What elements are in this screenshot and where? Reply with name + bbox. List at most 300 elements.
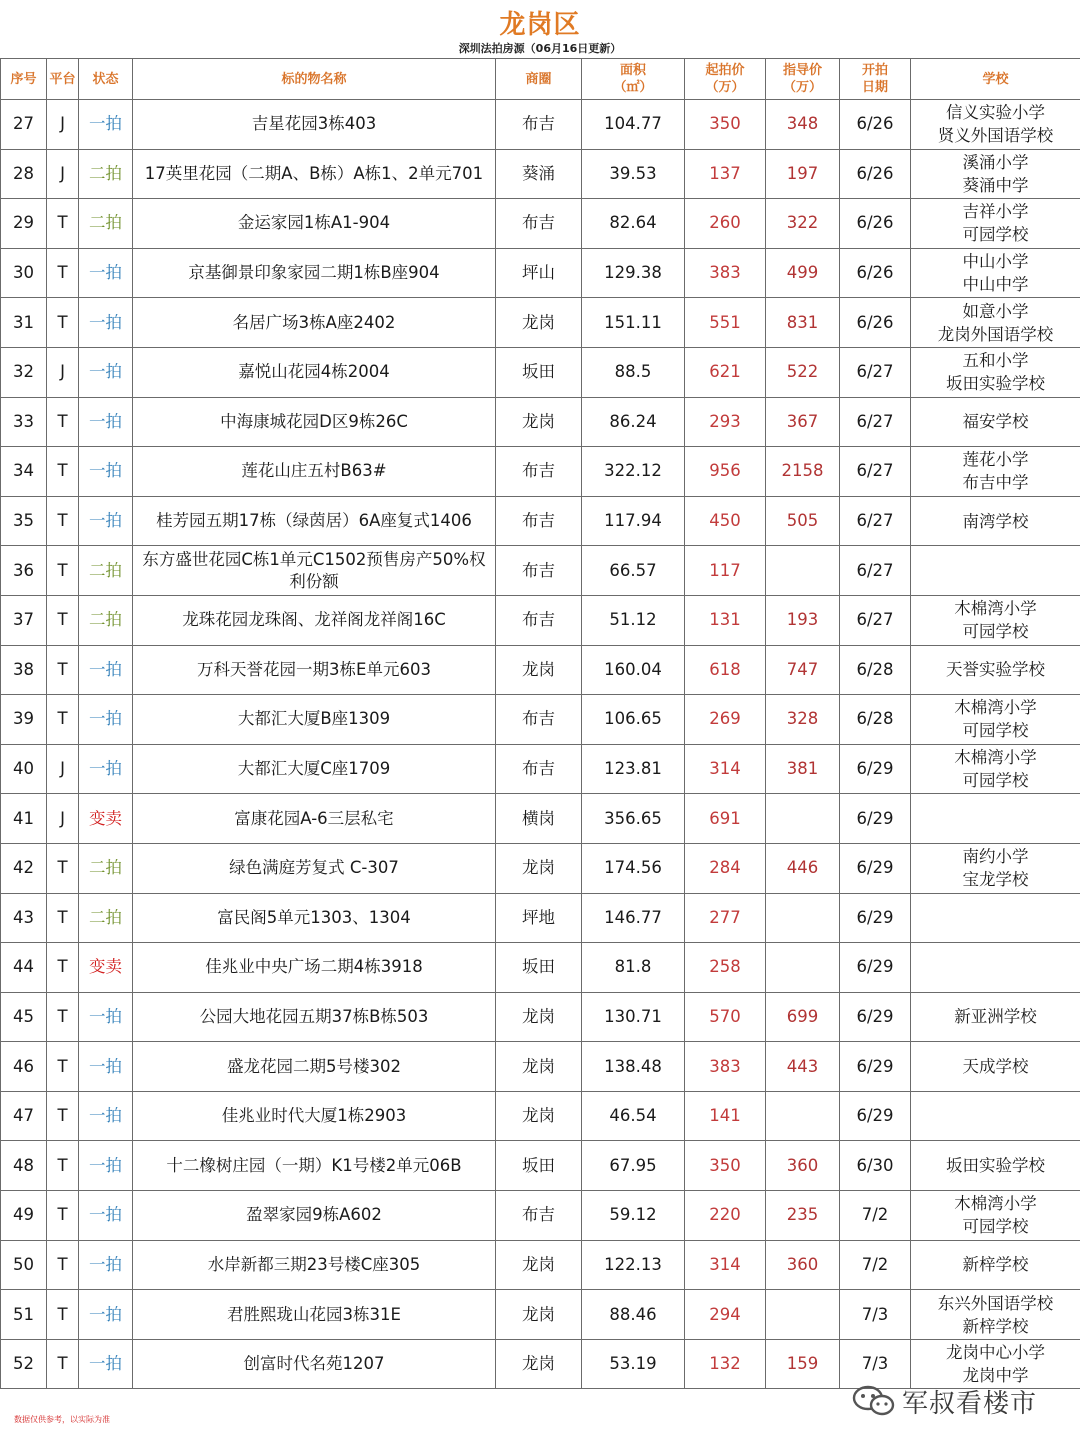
cell-guide-price: 381 [766, 744, 840, 794]
cell-date: 6/27 [840, 397, 911, 447]
cell-seq: 43 [1, 893, 47, 943]
school-line-2: 可园学校 [962, 721, 1029, 741]
cell-status: 变卖 [79, 943, 133, 993]
cell-school [911, 1240, 1080, 1290]
cell-start-price: 258 [685, 943, 766, 993]
table-row [1, 347, 1080, 397]
cell-seq: 31 [1, 298, 47, 348]
cell-area: 88.46 [582, 1290, 685, 1340]
cell-district: 龙岗 [496, 1339, 582, 1389]
cell-school [911, 447, 1080, 497]
cell-start-price: 691 [685, 794, 766, 844]
cell-platform: T [47, 595, 79, 645]
cell-name: 富民阁5单元1303、1304 [133, 893, 496, 943]
cell-platform: T [47, 1290, 79, 1340]
cell-school [911, 595, 1080, 645]
cell-district: 龙岗 [496, 1240, 582, 1290]
cell-date: 6/27 [840, 595, 911, 645]
cell-platform: T [47, 695, 79, 745]
cell-status: 一拍 [79, 496, 133, 546]
table-row [1, 992, 1080, 1042]
cell-platform: J [47, 744, 79, 794]
cell-name: 桂芳园五期17栋（绿茵居）6A座复式1406 [133, 496, 496, 546]
cell-seq: 32 [1, 347, 47, 397]
cell-district: 龙岗 [496, 645, 582, 695]
cell-school [911, 1141, 1080, 1191]
cell-guide-price: 328 [766, 695, 840, 745]
cell-school [911, 546, 1080, 596]
school-line-1: 天誉实验学校 [946, 660, 1045, 680]
cell-status: 一拍 [79, 1240, 133, 1290]
table-row [1, 695, 1080, 745]
wechat-icon [852, 1384, 896, 1418]
cell-school [911, 645, 1080, 695]
cell-date: 6/29 [840, 1091, 911, 1141]
header-area-line1: 面积 [619, 63, 646, 78]
header-date-line2: 日期 [861, 80, 888, 95]
cell-district: 龙岗 [496, 843, 582, 893]
cell-area: 160.04 [582, 645, 685, 695]
cell-name: 佳兆业时代大厦1栋2903 [133, 1091, 496, 1141]
cell-status: 二拍 [79, 199, 133, 249]
school-line-1: 新亚洲学校 [954, 1007, 1037, 1027]
table-row [1, 397, 1080, 447]
cell-school [911, 298, 1080, 348]
school-line-2: 葵涌中学 [962, 175, 1029, 195]
table-row [1, 645, 1080, 695]
cell-guide-price: 367 [766, 397, 840, 447]
school-line-1: 木棉湾小学 [954, 748, 1037, 768]
cell-name: 名居广场3栋A座2402 [133, 298, 496, 348]
cell-guide-price: 831 [766, 298, 840, 348]
cell-status: 二拍 [79, 149, 133, 199]
school-line-2: 龙岗外国语学校 [937, 324, 1054, 344]
cell-name: 佳兆业中央广场二期4栋3918 [133, 943, 496, 993]
header-guide-price [766, 59, 840, 100]
cell-seq: 50 [1, 1240, 47, 1290]
cell-status: 一拍 [79, 347, 133, 397]
cell-name: 莲花山庄五村B63# [133, 447, 496, 497]
cell-date: 6/27 [840, 546, 911, 596]
cell-guide-price [766, 893, 840, 943]
header-status: 状态 [79, 59, 133, 100]
school-line-1: 坂田实验学校 [946, 1156, 1045, 1176]
cell-guide-price: 322 [766, 199, 840, 249]
cell-guide-price [766, 1290, 840, 1340]
cell-seq: 35 [1, 496, 47, 546]
cell-date: 6/26 [840, 248, 911, 298]
cell-guide-price [766, 546, 840, 596]
school-line-1: 吉祥小学 [962, 202, 1029, 222]
cell-start-price: 551 [685, 298, 766, 348]
cell-seq: 37 [1, 595, 47, 645]
cell-seq: 46 [1, 1042, 47, 1092]
cell-area: 39.53 [582, 149, 685, 199]
cell-status: 二拍 [79, 595, 133, 645]
table-row [1, 1141, 1080, 1191]
cell-area: 322.12 [582, 447, 685, 497]
table-row [1, 943, 1080, 993]
cell-start-price: 350 [685, 100, 766, 150]
cell-name: 大都汇大厦C座1709 [133, 744, 496, 794]
table-header-row [1, 59, 1080, 100]
table-row [1, 546, 1080, 596]
cell-district: 坂田 [496, 1141, 582, 1191]
table-row [1, 496, 1080, 546]
cell-area: 138.48 [582, 1042, 685, 1092]
cell-district: 龙岗 [496, 992, 582, 1042]
table-row [1, 447, 1080, 497]
cell-start-price: 269 [685, 695, 766, 745]
cell-area: 130.71 [582, 992, 685, 1042]
header-area-line2: （㎡） [613, 80, 653, 95]
cell-area: 151.11 [582, 298, 685, 348]
cell-start-price: 350 [685, 1141, 766, 1191]
cell-name: 君胜熙珑山花园3栋31E [133, 1290, 496, 1340]
header-seq: 序号 [1, 59, 47, 100]
cell-status: 一拍 [79, 695, 133, 745]
school-line-1: 龙岗中心小学 [946, 1343, 1045, 1363]
cell-district: 布吉 [496, 1191, 582, 1241]
cell-platform: T [47, 843, 79, 893]
watermark [852, 1381, 1072, 1421]
cell-date: 6/29 [840, 744, 911, 794]
table-row [1, 248, 1080, 298]
cell-platform: T [47, 1042, 79, 1092]
cell-start-price: 137 [685, 149, 766, 199]
cell-date: 6/27 [840, 347, 911, 397]
school-line-1: 东兴外国语学校 [937, 1293, 1054, 1313]
cell-platform: T [47, 447, 79, 497]
cell-school [911, 347, 1080, 397]
cell-platform: T [47, 397, 79, 447]
cell-date: 6/26 [840, 100, 911, 150]
cell-start-price: 314 [685, 1240, 766, 1290]
cell-seq: 34 [1, 447, 47, 497]
page-subtitle: 深圳法拍房源（06月16日更新） [458, 42, 622, 55]
cell-guide-price [766, 943, 840, 993]
cell-platform: T [47, 199, 79, 249]
cell-area: 82.64 [582, 199, 685, 249]
cell-area: 117.94 [582, 496, 685, 546]
cell-area: 86.24 [582, 397, 685, 447]
cell-guide-price: 197 [766, 149, 840, 199]
cell-name: 十二橡树庄园（一期）K1号楼2单元06B [133, 1141, 496, 1191]
cell-district: 龙岗 [496, 1290, 582, 1340]
cell-status: 一拍 [79, 397, 133, 447]
cell-guide-price: 443 [766, 1042, 840, 1092]
watermark-text: 军叔看楼市 [902, 1388, 1038, 1419]
cell-status: 一拍 [79, 1290, 133, 1340]
cell-area: 88.5 [582, 347, 685, 397]
header-start-price [685, 59, 766, 100]
cell-school [911, 1042, 1080, 1092]
table-row [1, 1240, 1080, 1290]
cell-platform: T [47, 1191, 79, 1241]
cell-platform: T [47, 645, 79, 695]
cell-school [911, 248, 1080, 298]
cell-guide-price: 2158 [766, 447, 840, 497]
cell-start-price: 141 [685, 1091, 766, 1141]
cell-platform: T [47, 298, 79, 348]
cell-district: 坂田 [496, 943, 582, 993]
header-guide-line2: （万） [782, 80, 822, 95]
cell-start-price: 294 [685, 1290, 766, 1340]
school-line-1: 木棉湾小学 [954, 1194, 1037, 1214]
table-row [1, 893, 1080, 943]
cell-district: 布吉 [496, 695, 582, 745]
cell-seq: 49 [1, 1191, 47, 1241]
cell-district: 布吉 [496, 199, 582, 249]
cell-name: 吉星花园3栋403 [133, 100, 496, 150]
cell-platform: T [47, 943, 79, 993]
header-start-line2: （万） [705, 80, 745, 95]
table-row [1, 298, 1080, 348]
school-line-2: 贤义外国语学校 [937, 126, 1054, 146]
cell-status: 一拍 [79, 298, 133, 348]
page-title: 龙岗区 [499, 10, 581, 40]
cell-school [911, 100, 1080, 150]
cell-school [911, 397, 1080, 447]
cell-seq: 36 [1, 546, 47, 596]
cell-date: 7/3 [840, 1339, 911, 1389]
school-line-1: 信义实验小学 [946, 103, 1045, 123]
cell-guide-price [766, 1091, 840, 1141]
cell-date: 6/27 [840, 447, 911, 497]
cell-seq: 52 [1, 1339, 47, 1389]
cell-seq: 29 [1, 199, 47, 249]
cell-name: 金运家园1栋A1-904 [133, 199, 496, 249]
cell-status: 一拍 [79, 100, 133, 150]
table-row [1, 100, 1080, 150]
school-line-1: 中山小学 [962, 252, 1029, 272]
cell-status: 一拍 [79, 1339, 133, 1389]
cell-status: 一拍 [79, 1141, 133, 1191]
table-row [1, 1091, 1080, 1141]
cell-date: 6/29 [840, 992, 911, 1042]
table-row [1, 794, 1080, 844]
cell-seq: 33 [1, 397, 47, 447]
school-line-1: 天成学校 [962, 1057, 1029, 1077]
cell-area: 66.57 [582, 546, 685, 596]
cell-status: 一拍 [79, 447, 133, 497]
school-line-1: 莲花小学 [962, 450, 1029, 470]
cell-district: 葵涌 [496, 149, 582, 199]
cell-school [911, 1091, 1080, 1141]
cell-seq: 40 [1, 744, 47, 794]
cell-start-price: 260 [685, 199, 766, 249]
cell-district: 布吉 [496, 546, 582, 596]
cell-school [911, 794, 1080, 844]
cell-status: 二拍 [79, 893, 133, 943]
cell-start-price: 570 [685, 992, 766, 1042]
table-row [1, 199, 1080, 249]
table-row [1, 595, 1080, 645]
cell-district: 横岗 [496, 794, 582, 844]
cell-start-price: 277 [685, 893, 766, 943]
cell-status: 一拍 [79, 992, 133, 1042]
school-line-2: 可园学校 [962, 622, 1029, 642]
cell-platform: T [47, 546, 79, 596]
table-row [1, 1191, 1080, 1241]
header-date-line1: 开拍 [861, 63, 888, 78]
cell-guide-price: 505 [766, 496, 840, 546]
cell-area: 129.38 [582, 248, 685, 298]
cell-start-price: 383 [685, 1042, 766, 1092]
cell-seq: 42 [1, 843, 47, 893]
school-line-2: 龙岗中学 [962, 1366, 1029, 1386]
school-line-1: 南湾学校 [962, 511, 1029, 531]
cell-start-price: 293 [685, 397, 766, 447]
cell-guide-price: 235 [766, 1191, 840, 1241]
cell-school [911, 496, 1080, 546]
cell-seq: 45 [1, 992, 47, 1042]
footer-note: 数据仅供参考，以实际为准 [14, 1415, 110, 1424]
cell-date: 6/28 [840, 645, 911, 695]
cell-district: 龙岗 [496, 1091, 582, 1141]
cell-guide-price: 522 [766, 347, 840, 397]
cell-platform: J [47, 149, 79, 199]
cell-name: 中海康城花园D区9栋26C [133, 397, 496, 447]
cell-platform: T [47, 496, 79, 546]
cell-guide-price: 747 [766, 645, 840, 695]
school-line-2: 可园学校 [962, 225, 1029, 245]
school-line-1: 溪涌小学 [962, 152, 1029, 172]
cell-name: 公园大地花园五期37栋B栋503 [133, 992, 496, 1042]
cell-school [911, 843, 1080, 893]
cell-seq: 44 [1, 943, 47, 993]
cell-date: 6/26 [840, 199, 911, 249]
cell-district: 布吉 [496, 744, 582, 794]
header-guide-line1: 指导价 [782, 63, 822, 78]
cell-area: 356.65 [582, 794, 685, 844]
cell-guide-price: 159 [766, 1339, 840, 1389]
cell-school [911, 1290, 1080, 1340]
cell-district: 布吉 [496, 447, 582, 497]
school-line-2: 新梓学校 [962, 1316, 1029, 1336]
cell-area: 67.95 [582, 1141, 685, 1191]
cell-seq: 27 [1, 100, 47, 150]
cell-seq: 38 [1, 645, 47, 695]
listing-table [0, 58, 1080, 1389]
cell-status: 一拍 [79, 645, 133, 695]
header-name: 标的物名称 [133, 59, 496, 100]
table-body [1, 100, 1080, 1389]
cell-status: 变卖 [79, 794, 133, 844]
cell-name: 绿色满庭芳复式 C-307 [133, 843, 496, 893]
cell-school [911, 1191, 1080, 1241]
school-line-2: 布吉中学 [962, 473, 1029, 493]
cell-area: 51.12 [582, 595, 685, 645]
cell-seq: 41 [1, 794, 47, 844]
school-line-2: 可园学校 [962, 771, 1029, 791]
cell-platform: J [47, 794, 79, 844]
table-row [1, 744, 1080, 794]
cell-name: 万科天誉花园一期3栋E单元603 [133, 645, 496, 695]
cell-guide-price: 348 [766, 100, 840, 150]
cell-district: 龙岗 [496, 397, 582, 447]
cell-school [911, 893, 1080, 943]
cell-platform: T [47, 893, 79, 943]
cell-school [911, 744, 1080, 794]
cell-date: 6/26 [840, 298, 911, 348]
cell-area: 59.12 [582, 1191, 685, 1241]
cell-start-price: 220 [685, 1191, 766, 1241]
cell-status: 一拍 [79, 248, 133, 298]
cell-status: 一拍 [79, 744, 133, 794]
cell-area: 46.54 [582, 1091, 685, 1141]
cell-guide-price: 193 [766, 595, 840, 645]
cell-seq: 28 [1, 149, 47, 199]
cell-date: 6/27 [840, 496, 911, 546]
cell-guide-price: 360 [766, 1240, 840, 1290]
cell-platform: T [47, 992, 79, 1042]
cell-district: 坪山 [496, 248, 582, 298]
header-school: 学校 [911, 59, 1080, 100]
cell-school [911, 199, 1080, 249]
cell-seq: 39 [1, 695, 47, 745]
cell-start-price: 117 [685, 546, 766, 596]
header-date [840, 59, 911, 100]
cell-area: 123.81 [582, 744, 685, 794]
cell-date: 7/3 [840, 1290, 911, 1340]
cell-name: 盛龙花园二期5号楼302 [133, 1042, 496, 1092]
cell-name: 大都汇大厦B座1309 [133, 695, 496, 745]
cell-name: 17英里花园（二期A、B栋）A栋1、2单元701 [133, 149, 496, 199]
header-district: 商圈 [496, 59, 582, 100]
cell-start-price: 383 [685, 248, 766, 298]
cell-name: 嘉悦山花园4栋2004 [133, 347, 496, 397]
school-line-2: 宝龙学校 [962, 870, 1029, 890]
table-row [1, 843, 1080, 893]
cell-district: 龙岗 [496, 298, 582, 348]
cell-platform: T [47, 248, 79, 298]
cell-area: 81.8 [582, 943, 685, 993]
cell-district: 布吉 [496, 595, 582, 645]
cell-district: 坪地 [496, 893, 582, 943]
cell-guide-price [766, 794, 840, 844]
cell-name: 东方盛世花园C栋1单元C1502预售房产50%权利份额 [133, 546, 496, 596]
cell-platform: J [47, 347, 79, 397]
cell-name: 盈翠家园9栋A602 [133, 1191, 496, 1241]
cell-date: 6/29 [840, 1042, 911, 1092]
cell-start-price: 132 [685, 1339, 766, 1389]
cell-seq: 30 [1, 248, 47, 298]
cell-district: 布吉 [496, 496, 582, 546]
cell-area: 106.65 [582, 695, 685, 745]
cell-name: 龙珠花园龙珠阁、龙祥阁龙祥阁16C [133, 595, 496, 645]
cell-start-price: 450 [685, 496, 766, 546]
table-row [1, 1042, 1080, 1092]
header-platform: 平台 [47, 59, 79, 100]
cell-platform: T [47, 1091, 79, 1141]
cell-seq: 47 [1, 1091, 47, 1141]
table-row [1, 149, 1080, 199]
cell-date: 6/29 [840, 893, 911, 943]
cell-status: 一拍 [79, 1042, 133, 1092]
cell-school [911, 695, 1080, 745]
cell-date: 6/30 [840, 1141, 911, 1191]
cell-date: 6/28 [840, 695, 911, 745]
cell-status: 二拍 [79, 546, 133, 596]
cell-platform: T [47, 1240, 79, 1290]
cell-area: 122.13 [582, 1240, 685, 1290]
cell-date: 6/29 [840, 843, 911, 893]
school-line-2: 中山中学 [962, 275, 1029, 295]
school-line-1: 五和小学 [962, 351, 1029, 371]
cell-start-price: 314 [685, 744, 766, 794]
school-line-1: 木棉湾小学 [954, 599, 1037, 619]
